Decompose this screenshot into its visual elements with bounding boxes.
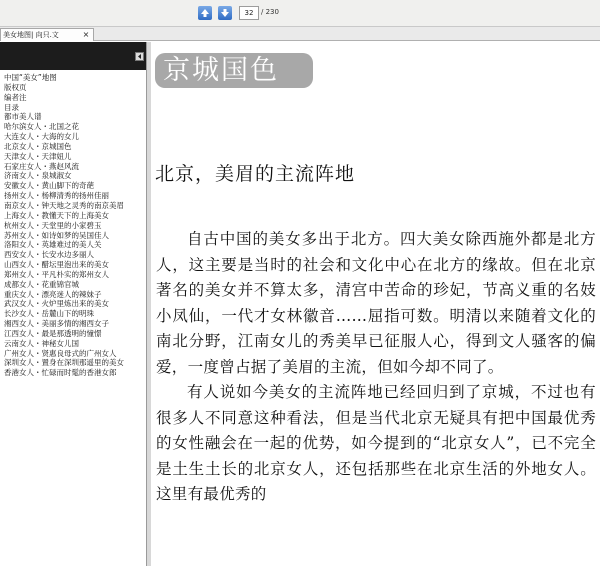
toolbar bbox=[0, 0, 600, 27]
toc-item[interactable]: 大连女人・大海的女儿 bbox=[4, 132, 79, 142]
toc-item[interactable]: 中国“美女”地图 bbox=[4, 73, 57, 82]
toc-item[interactable]: 郑州女人・平凡朴实的郑州女人 bbox=[4, 269, 109, 279]
body-text bbox=[156, 227, 596, 508]
document-view bbox=[151, 42, 600, 566]
sidebar-toc bbox=[0, 42, 147, 566]
chevron-left-icon bbox=[137, 54, 142, 59]
toc-item[interactable]: 上海女人・教懂天下的上海美女 bbox=[4, 210, 109, 220]
prev-page-button[interactable] bbox=[198, 6, 212, 20]
toc-item[interactable]: 江西女人・最是那透明的憧憬 bbox=[4, 328, 102, 338]
arrow-up-icon bbox=[200, 8, 210, 18]
toc-item[interactable]: 重庆女人・漂亮迷人的辣妹子 bbox=[4, 289, 102, 299]
toc-item[interactable]: 都市美人谱 bbox=[4, 112, 42, 122]
arrow-down-icon bbox=[220, 8, 230, 18]
chapter-title: 京城国色 bbox=[155, 53, 313, 88]
page-total: / 230 bbox=[261, 8, 279, 16]
toc-item[interactable]: 南京女人・钟天地之灵秀的南京美眉 bbox=[4, 200, 124, 210]
tab-bar bbox=[0, 27, 600, 41]
toc-item[interactable]: 山西女人・醋坛里泡出来的美女 bbox=[4, 260, 109, 270]
toc-item[interactable]: 哈尔滨女人・北国之花 bbox=[4, 122, 79, 132]
paragraph: 有人说如今美女的主流阵地已经回归到了京城，不过也有很多人不同意这种看法，但是当代北京无疑具有把中国最优秀的女性融会在一起的优势，如今提到的“北京女人”，已不完全是土生土长的北京女人，还包括那些在北京生活的外地女人。这里有最优秀的 bbox=[156, 383, 596, 503]
toc-item[interactable]: 深圳女人・置身在深圳那遥里的美女 bbox=[4, 358, 124, 368]
toc-item[interactable]: 扬州女人・杨柳清秀的扬州佳丽 bbox=[4, 191, 109, 201]
toc-item[interactable]: 长沙女人・岳麓山下的明珠 bbox=[4, 309, 94, 319]
toc-item[interactable]: 杭州女人・天堂里的小家碧玉 bbox=[4, 220, 102, 230]
toc-item[interactable]: 云南女人・神秘女儿国 bbox=[4, 338, 79, 348]
tab-label: 美女地图| 向只.文 bbox=[3, 31, 59, 39]
toc-item[interactable]: 北京女人・京城国色 bbox=[4, 141, 72, 151]
toc-item[interactable]: 目录 bbox=[4, 102, 19, 112]
toc-item[interactable]: 香港女人・忙碌而时髦的香港女郎 bbox=[4, 368, 117, 378]
toc-item[interactable]: 苏州女人・如诗如梦的吴国佳人 bbox=[4, 230, 109, 240]
toc-item[interactable]: 济南女人・泉城淑女 bbox=[4, 171, 72, 181]
collapse-sidebar-button[interactable] bbox=[135, 52, 144, 61]
toc-item[interactable]: 成都女人・花重锦官城 bbox=[4, 279, 79, 289]
close-icon[interactable]: × bbox=[82, 30, 90, 39]
toc-item[interactable]: 西安女人・长安水边多丽人 bbox=[4, 250, 94, 260]
toc-item[interactable]: 广州女人・贤惠良母式的广州女人 bbox=[4, 348, 117, 358]
next-page-button[interactable] bbox=[218, 6, 232, 20]
tab-document[interactable] bbox=[0, 28, 94, 41]
toc-item[interactable]: 石家庄女人・燕赵风流 bbox=[4, 161, 79, 171]
toc-item[interactable]: 天津女人・天津妞儿 bbox=[4, 151, 72, 161]
sidebar-header bbox=[0, 42, 146, 70]
toc-item[interactable]: 编者注 bbox=[4, 92, 27, 102]
toc-item[interactable]: 湘西女人・美丽多情的湘西女子 bbox=[4, 319, 109, 329]
toc-item[interactable]: 版权页 bbox=[4, 82, 27, 92]
paragraph: 自古中国的美女多出于北方。四大美女除西施外都是北方人，这主要是当时的社会和文化中心在北方的缘故。但在北京著名的美女并不算太多，清宫中苦命的珍妃，节高义重的名妓小凤仙，一代才女林徽音……屈指可数。明清以来随着文化的南北分野，江南女儿的秀美早已征服人心，得到文人骚客的偏爱，一度曾占据了美眉的主流，但如今却不同了。 bbox=[156, 230, 596, 376]
page-number-input[interactable] bbox=[239, 6, 259, 20]
toc-item[interactable]: 安徽女人・黄山脚下的奇葩 bbox=[4, 181, 94, 191]
toc-list bbox=[4, 73, 146, 378]
toc-item[interactable]: 洛阳女人・英雄难过的美人关 bbox=[4, 240, 102, 250]
toc-item[interactable]: 武汉女人・火炉里炼出来的美女 bbox=[4, 299, 109, 309]
section-title: 北京，美眉的主流阵地 bbox=[155, 163, 356, 185]
